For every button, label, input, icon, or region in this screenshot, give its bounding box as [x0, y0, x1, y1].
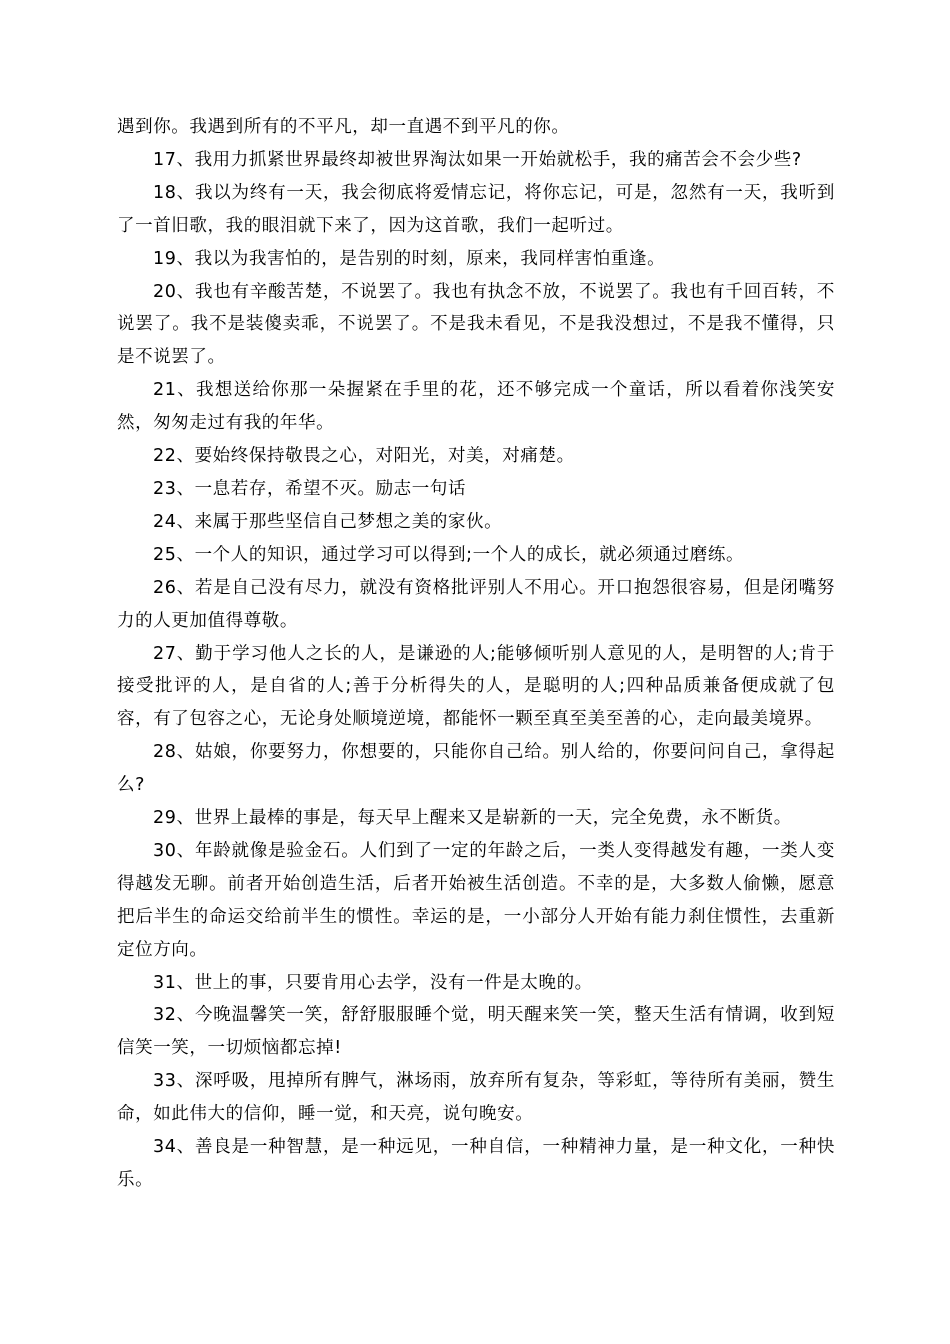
paragraph-21: 21、我想送给你那一朵握紧在手里的花，还不够完成一个童话，所以看着你浅笑安然，匆匆走过有我的年华。	[117, 380, 835, 434]
paragraph-20: 20、我也有辛酸苦楚，不说罢了。我也有执念不放，不说罢了。我也有千回百转，不说罢了。我不是装傻卖乖，不说罢了。不是我未看见，不是我没想过，不是我不懂得，只是不说罢了。	[117, 281, 835, 368]
paragraph-22: 22、要始终保持敬畏之心，对阳光，对美，对痛楚。	[153, 446, 575, 467]
paragraph-31: 31、世上的事，只要肯用心去学，没有一件是太晚的。	[153, 972, 593, 993]
paragraph-28: 28、姑娘，你要努力，你想要的，只能你自己给。别人给的，你要问问自己，拿得起么?	[117, 742, 835, 796]
paragraph-17: 17、我用力抓紧世界最终却被世界淘汰如果一开始就松手，我的痛苦会不会少些?	[153, 149, 802, 170]
paragraph-30: 30、年龄就像是验金石。人们到了一定的年龄之后，一类人变得越发有趣，一类人变得越发无聊。前者开始创造生活，后者开始被生活创造。不幸的是，大多数人偷懒，愿意把后半生的命运交给前半生的惯性。幸运的是，一小部分人开始有能力刹住惯性，去重新定位方向。	[117, 840, 835, 960]
paragraph-continuation: 遇到你。我遇到所有的不平凡，却一直遇不到平凡的你。	[117, 117, 570, 137]
paragraph-27: 27、勤于学习他人之长的人，是谦逊的人;能够倾听别人意见的人，是明智的人;肯于接受批评的人，是自省的人;善于分析得失的人，是聪明的人;四种品质兼备便成就了包容，有了包容之心，无论身处顺境逆境，都能怀一颗至真至美至善的心，走向最美境界。	[117, 643, 835, 730]
document-body	[117, 111, 835, 1197]
paragraph-19: 19、我以为我害怕的，是告别的时刻，原来，我同样害怕重逢。	[153, 248, 666, 269]
paragraph-23: 23、一息若存，希望不灭。励志一句话	[153, 478, 467, 499]
paragraph-24: 24、来属于那些坚信自己梦想之美的家伙。	[153, 511, 503, 532]
paragraph-26: 26、若是自己没有尽力，就没有资格批评别人不用心。开口抱怨很容易，但是闭嘴努力的人更加值得尊敬。	[117, 577, 835, 631]
paragraph-33: 33、深呼吸，甩掉所有脾气，淋场雨，放弃所有复杂，等彩虹，等待所有美丽，赞生命，如此伟大的信仰，睡一觉，和天亮，说句晚安。	[117, 1071, 835, 1125]
paragraph-32: 32、今晚温馨笑一笑，舒舒服服睡个觉，明天醒来笑一笑，整天生活有情调，收到短信笑一笑，一切烦恼都忘掉!	[117, 1005, 835, 1059]
paragraph-25: 25、一个人的知识，通过学习可以得到;一个人的成长，就必须通过磨练。	[153, 544, 745, 565]
paragraph-18: 18、我以为终有一天，我会彻底将爱情忘记，将你忘记，可是，忽然有一天，我听到了一首旧歌，我的眼泪就下来了，因为这首歌，我们一起听过。	[117, 182, 835, 236]
paragraph-34: 34、善良是一种智慧，是一种远见，一种自信，一种精神力量，是一种文化，一种快乐。	[117, 1137, 835, 1190]
paragraph-29: 29、世界上最棒的事是，每天早上醒来又是崭新的一天，完全免费，永不断货。	[153, 808, 792, 829]
